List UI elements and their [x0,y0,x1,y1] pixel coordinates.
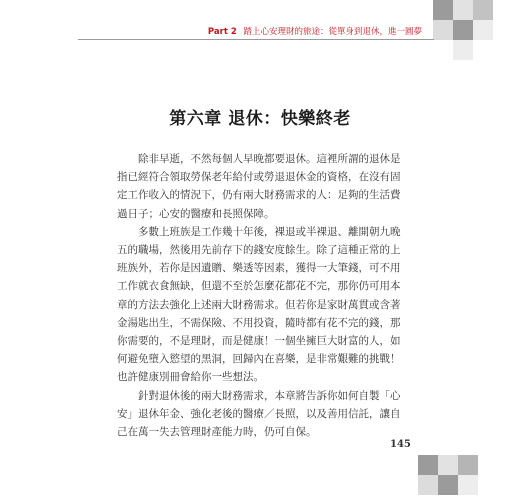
decor-square [438,475,458,495]
decor-square [473,20,493,40]
part-title: 踏上心安理財的旅途：從單身到退休，進一圓夢 [243,27,422,37]
decor-square [453,40,473,60]
decor-square [433,0,453,20]
chapter-title: 第六章 退休：快樂終老 [169,109,351,129]
decor-square [418,475,438,495]
paragraph: 針對退休後的兩大財務需求，本章將告訴你如何自製「心安」退休年金、強化老後的醫療／長照，以及善用信託，讓自己在萬一失去管理財產能力時，仍可自保。 [117,389,401,439]
page-number: 145 [390,439,411,450]
decor-square [458,475,478,495]
part-label: Part 2 [207,27,237,37]
paragraph: 除非早逝，不然每個人早晚都要退休。這裡所謂的退休是指已經符合領取勞保老年給付或勞退退休金的資格，在沒有固定工作收入的情況下，仍有兩大財務需求的人：足夠的生活費過日子；心安的醫療和長照保障。 [117,153,401,220]
header-rule [78,39,434,40]
decor-square [453,20,473,40]
decor-square [438,455,458,475]
decor-square [453,0,473,20]
body-text [117,150,405,441]
decor-square [458,455,478,475]
decor-square [473,0,493,20]
paragraph: 多數上班族是工作幾十年後，裸退或半裸退、離開朝九晚五的職場，然後用先前存下的錢安度餘生。除了這種正常的上班族外，若你是因遺贈、樂透等因素，獲得一大筆錢，可不用工作就衣食無缺，但還不至於怎麼花都花不完，那你仍可用本章的方法去強化上述兩大財務需求。但若你是家財萬貫或含著金湯匙出生，不需保險、不用投資，隨時都有花不完的錢，那你需要的，不是理財，而是健康！一個坐擁巨大財富的人，如何避免墮入慾望的黑洞，回歸內在喜樂，是非常艱難的挑戰！也許健康別冊會給你一些想法。 [117,225,401,384]
decor-square [418,455,438,475]
running-head [208,25,422,37]
decor-square [433,20,453,40]
